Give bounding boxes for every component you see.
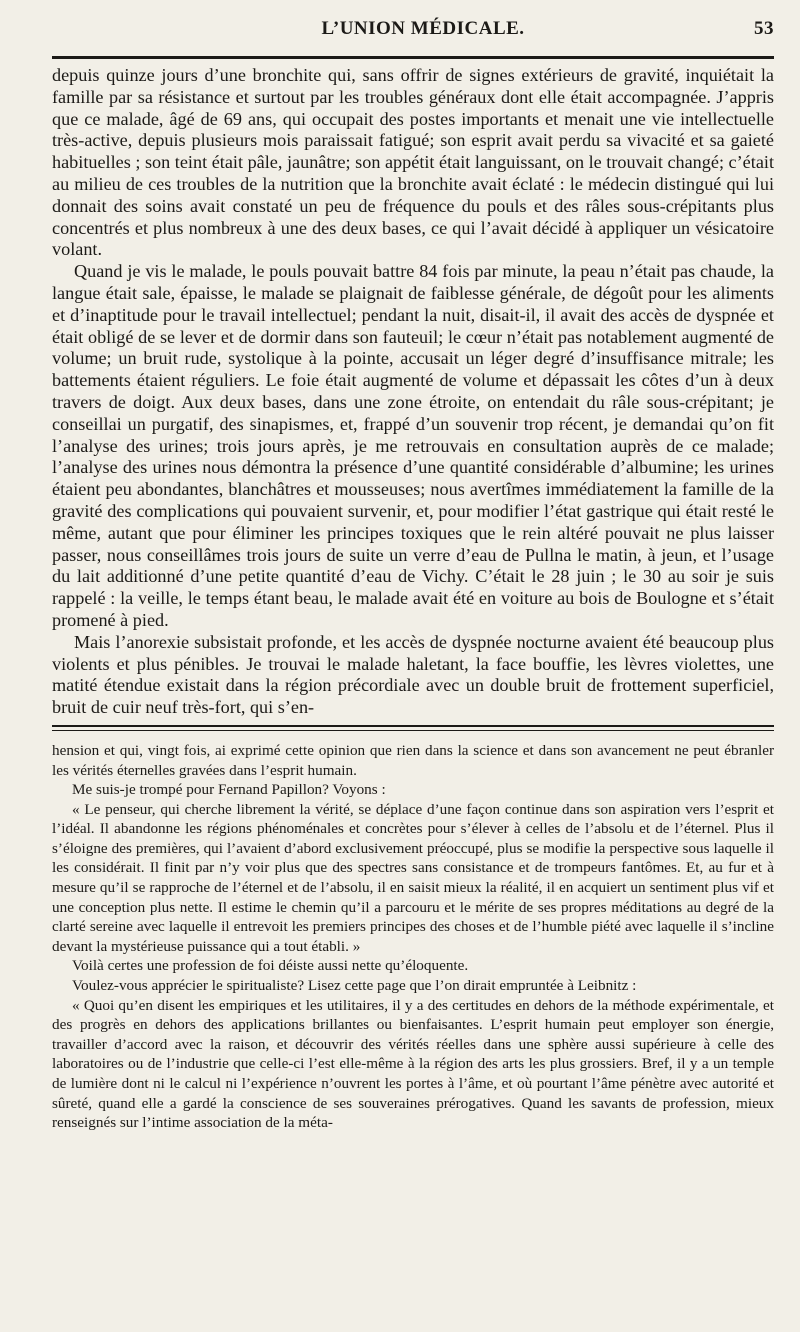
feuilleton-paragraph: hension et qui, vingt fois, ai exprimé cette opinion que rien dans la science et dans son avancement ne peut ébranler les vérités éternelles gravées dans l’esprit humain. <box>52 741 774 779</box>
feuilleton-paragraph: Me suis-je trompé pour Fernand Papillon? Voyons : <box>72 781 386 799</box>
feuilleton-paragraph: Voulez-vous apprécier le spiritualiste? Lisez cette page que l’on dirait empruntée à Leibnitz : <box>72 977 637 995</box>
journal-title: L’UNION MÉDICALE. <box>321 18 525 39</box>
article-paragraph: depuis quinze jours d’une bronchite qui, sans offrir de signes extérieurs de gravité, inquiétait la famille par sa résistance et surtout par les troubles généraux dont elle était accompagnée. J’appris que ce malade, âgé de 69 ans, qui occupait des postes importants et menait une vie intellectuelle très-active, depuis plusieurs mois paraissait fatigué; son esprit avait perdu sa vivacité et sa gaieté habituelles ; son teint était pâle, jaunâtre; son appétit était languissant, on le trouvait changé; c’était au milieu de ces troubles de la nutrition que la bronchite avait éclaté : le médecin distingué qui lui donnait des soins avait constaté un peu de fréquence du pouls et des râles sous-crépitants plus concentrés et plus nombreux à une des deux bases, ce qui l’avait décidé à appliquer un vésicatoire volant. <box>52 65 774 260</box>
feuilleton-quote: « Quoi qu’en disent les empiriques et les utilitaires, il y a des certitudes en dehors de la méthode expérimentale, et des progrès en dehors des applications brillantes ou bienfaisantes. L’esprit humain peut employer son énergie, travailler d’accord avec la raison, et découvrir des vérités réelles dans une sphère aussi supérieure à celle des laboratoires ou de l’industrie que celle-ci l’est elle-même à la région des arts les plus grossiers. Bref, il y a un temple de lumière dont ni le calcul ni l’expérience n’ouvrent les portes à l’âme, et où pourtant l’âme pénètre avec autorité et sûreté, quand elle a gardé la conscience de ses souveraines prérogatives. Quand les savants de profession, mieux renseignés sur l’intime association de la méta- <box>52 996 774 1132</box>
main-article-text <box>52 65 774 719</box>
feuilleton-paragraph: Voilà certes une profession de foi déiste aussi nette qu’éloquente. <box>72 957 469 975</box>
feuilleton-separator-rule <box>52 725 774 731</box>
page-number: 53 <box>754 18 774 39</box>
header-rule <box>52 56 774 59</box>
article-paragraph: Quand je vis le malade, le pouls pouvait battre 84 fois par minute, la peau n’était pas chaude, la langue était sale, épaisse, le malade se plaignait de faiblesse générale, de dégoût pour les aliments et d’inaptitude pour le travail intellectuel; pendant la nuit, disait-il, il avait des accès de dyspnée et était obligé de se lever et de dormir dans son fauteuil; le cœur n’était pas notablement augmenté de volume; un bruit rude, systolique à la pointe, accusait un léger degré d’insuffisance mitrale; les battements étaient réguliers. Le foie était augmenté de volume et dépassait les côtes d’un à deux travers de doigt. Aux deux bases, dans une zone étroite, on entendait du râle sous-crépitant; je conseillai un purgatif, des sinapismes, et, frappé d’un souvenir trop récent, je demandai qu’on fit l’analyse des urines; trois jours après, je me retrouvais en consultation auprès de ce malade; l’analyse des urines nous démontra la présence d’une quantité considérable d’albumine; les urines étaient peu abondantes, blanchâtres et mousseuses; nous avertîmes immédiatement la famille de la gravité des complications qui pouvaient survenir, et, pour modifier l’état gastrique qui était resté le même, autant que pour éliminer les principes toxiques que le rein altéré pouvait ne plus laisser passer, nous conseillâmes trois jours de suite un verre d’eau de Pullna le matin, à jeun, et l’usage du lait additionné d’une petite quantité d’eau de Vichy. C’était le 28 juin ; le 30 au soir je suis rappelé : la veille, le temps étant beau, le malade avait été en voiture au bois de Boulogne et s’était promené à pied. <box>52 261 774 630</box>
running-header <box>52 18 774 52</box>
feuilleton-quote: « Le penseur, qui cherche librement la vérité, se déplace d’une façon continue dans son aspiration vers l’esprit et l’idéal. Il abandonne les régions phénoménales et concrètes pour s’élever à celles de l’absolu et de l’éternel. Plus il s’éloigne des premières, qui l’avaient d’abord exclusivement préoccupé, plus se modifie la perspective sous laquelle il les considérait. Il finit par n’y voir plus que des spectres sans consistance et de trompeurs fantômes. Et, au fur et à mesure qu’il se rapproche de l’éternel et de l’absolu, il en saisit mieux la réalité, il en acquiert un sentiment plus vif et une conception plus nette. Il estime le chemin qu’il a parcouru et le mérite de ses propres méditations au degré de la clarté sereine avec laquelle il entrevoit les premiers principes des choses et de l’humble piété avec laquelle il s’incline devant la mystérieuse puissance qui a tout établi. » <box>52 800 774 955</box>
article-paragraph: Mais l’anorexie subsistait profonde, et les accès de dyspnée nocturne avaient été beaucoup plus violents et plus pénibles. Je trouvai le malade haletant, la face bouffie, les lèvres violettes, une matité étendue existait dans la région précordiale avec un double bruit de frottement superficiel, bruit de cuir neuf très-fort, qui s’en- <box>52 631 774 718</box>
feuilleton-text <box>52 741 774 1133</box>
